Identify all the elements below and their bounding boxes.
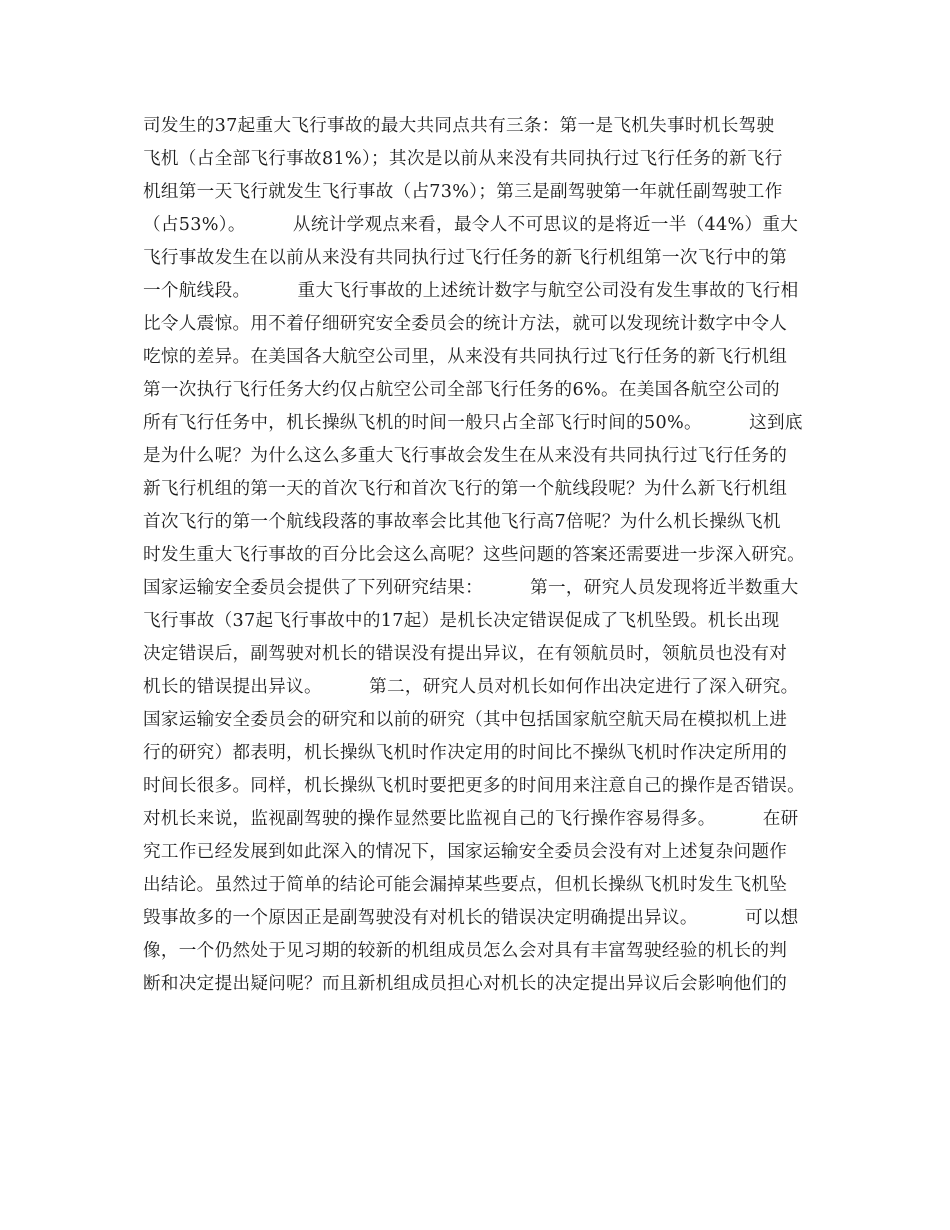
text-line: 新飞行机组的第一天的首次飞行和首次飞行的第一个航线段呢？为什么新飞行机组 [143,479,788,499]
text-line: 行的研究）都表明，机长操纵飞机时作决定用的时间比不操纵飞机时作决定所用的 [143,743,788,763]
text-line: 时发生重大飞行事故的百分比会这么高呢？这些问题的答案还需要进一步深入研究。 [143,545,806,565]
text-line: 飞行事故发生在以前从来没有共同执行过飞行任务的新飞行机组第一次飞行中的第 [143,248,788,268]
text-line: 吃惊的差异。在美国各大航空公司里，从来没有共同执行过飞行任务的新飞行机组 [143,347,788,367]
text-line: 国家运输安全委员会提供了下列研究结果： 第一，研究人员发现将近半数重大 [143,578,799,598]
text-line: 机长的错误提出异议。 第二，研究人员对机长如何作出决定进行了深入研究。 [143,677,799,697]
text-line: 司发生的37起重大飞行事故的最大共同点共有三条：第一是飞机失事时机长驾驶 [143,116,775,136]
text-line: 第一次执行飞行任务大约仅占航空公司全部飞行任务的6%。在美国各航空公司的 [143,380,780,400]
text-line: 像，一个仍然处于见习期的较新的机组成员怎么会对具有丰富驾驶经验的机长的判 [143,941,788,961]
text-line: 毁事故多的一个原因正是副驾驶没有对机长的错误决定明确提出异议。 可以想 [143,908,799,928]
text-line: 首次飞行的第一个航线段落的事故率会比其他飞行高7倍呢？为什么机长操纵飞机 [143,512,781,532]
text-line: 时间长很多。同样，机长操纵飞机时要把更多的时间用来注意自己的操作是否错误。 [143,776,806,796]
text-line: 飞行事故（37起飞行事故中的17起）是机长决定错误促成了飞机坠毁。机长出现 [143,611,780,631]
text-line: 所有飞行任务中，机长操纵飞机的时间一般只占全部飞行时间的50%。 这到底 [143,413,803,433]
text-line: 一个航线段。 重大飞行事故的上述统计数字与航空公司没有发生事故的飞行相 [143,281,799,301]
text-line: 对机长来说，监视副驾驶的操作显然要比监视自己的飞行操作容易得多。 在研 [143,809,799,829]
text-line: 究工作已经发展到如此深入的情况下，国家运输安全委员会没有对上述复杂问题作 [143,842,788,862]
text-line: 机组第一天飞行就发生飞行事故（占73%）；第三是副驾驶第一年就任副驾驶工作 [143,182,783,202]
text-line: 国家运输安全委员会的研究和以前的研究（其中包括国家航空航天局在模拟机上进 [143,710,788,730]
text-line: 出结论。虽然过于简单的结论可能会漏掉某些要点，但机长操纵飞机时发生飞机坠 [143,875,788,895]
text-line: 飞机（占全部飞行事故81%）；其次是以前从来没有共同执行过飞行任务的新飞行 [143,149,783,169]
text-line: 比令人震惊。用不着仔细研究安全委员会的统计方法，就可以发现统计数字中令人 [143,314,788,334]
body-text [143,110,823,1001]
text-line: 断和决定提出疑问呢？而且新机组成员担心对机长的决定提出异议后会影响他们的 [143,974,788,994]
text-line: 决定错误后，副驾驶对机长的错误没有提出异议，在有领航员时，领航员也没有对 [143,644,788,664]
text-line: （占53%）。 从统计学观点来看，最令人不可思议的是将近一半（44%）重大 [143,215,799,235]
text-line: 是为什么呢？为什么这么多重大飞行事故会发生在从来没有共同执行过飞行任务的 [143,446,788,466]
